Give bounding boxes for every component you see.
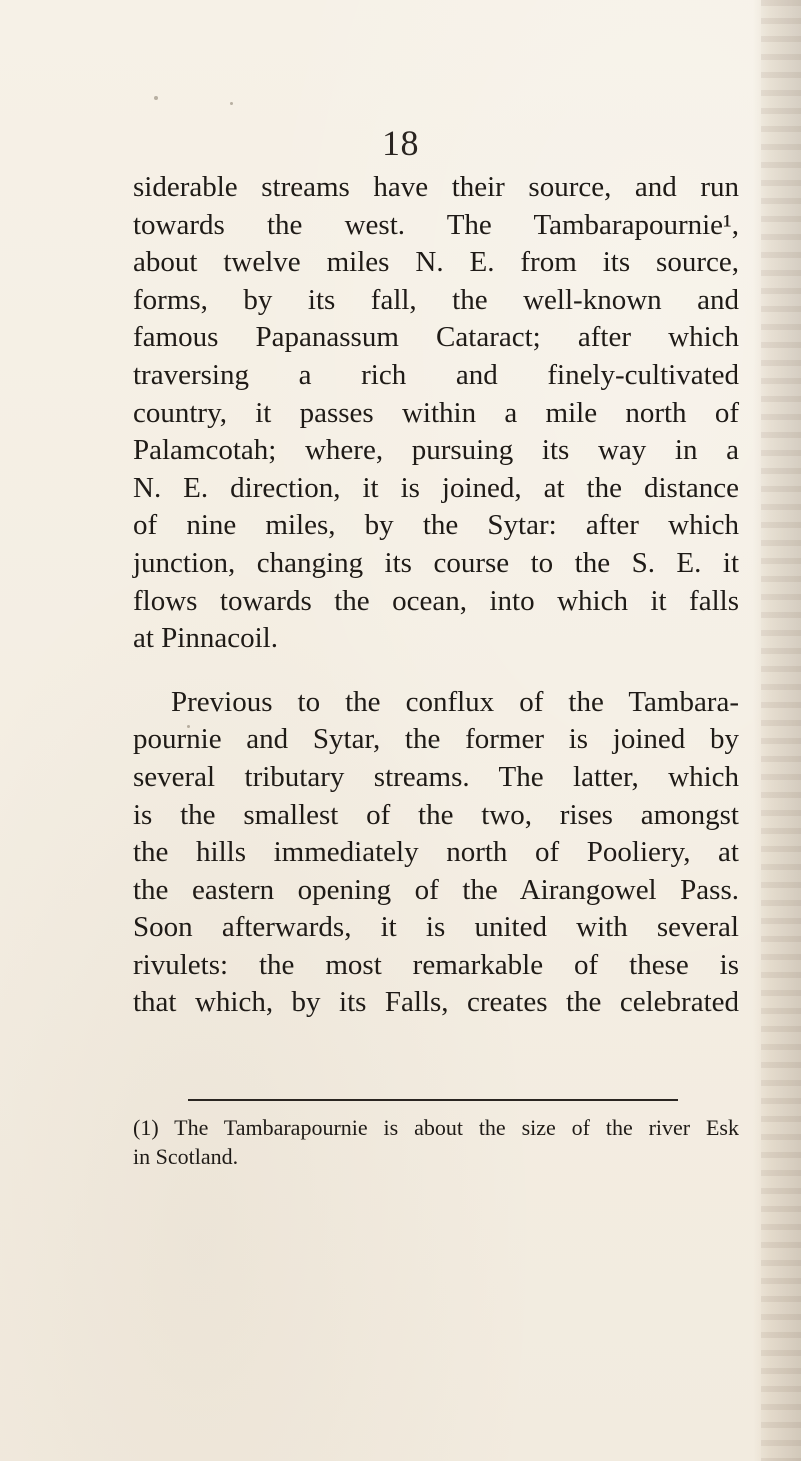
text-line: towards the west. The Tambarapournie¹, bbox=[133, 208, 739, 241]
text-line: famous Papanassum Cataract; after which bbox=[133, 321, 739, 354]
text-line: traversing a rich and finely-cultivated bbox=[133, 358, 739, 391]
text-line: forms, by its fall, the well-known and bbox=[133, 283, 739, 316]
main-text bbox=[133, 169, 739, 1022]
text-line: country, it passes within a mile north of bbox=[133, 396, 739, 429]
paragraph-gap bbox=[133, 658, 739, 684]
text-line: Soon afterwards, it is united with several bbox=[133, 911, 739, 944]
text-line: pournie and Sytar, the former is joined by bbox=[133, 723, 739, 756]
page-number: 18 bbox=[382, 123, 419, 163]
text-line: Previous to the conflux of the Tambara- bbox=[171, 685, 739, 718]
text-line: is the smallest of the two, rises amongst bbox=[133, 798, 739, 831]
page-edge-stain bbox=[761, 0, 801, 1461]
paragraph-1 bbox=[133, 169, 739, 658]
footnote-line: in Scotland. bbox=[133, 1144, 239, 1169]
text-line: several tributary streams. The latter, which bbox=[133, 760, 739, 793]
paragraph-2 bbox=[133, 684, 739, 1022]
text-line: that which, by its Falls, creates the celebrated bbox=[133, 986, 739, 1019]
text-line: rivulets: the most remarkable of these is bbox=[133, 948, 739, 981]
text-line: the hills immediately north of Pooliery, at bbox=[133, 836, 739, 869]
text-line: of nine miles, by the Sytar: after which bbox=[133, 509, 739, 542]
text-line: junction, changing its course to the S. E. it bbox=[133, 546, 739, 579]
text-line: siderable streams have their source, and run bbox=[133, 171, 739, 203]
text-line: Palamcotah; where, pursuing its way in a bbox=[133, 434, 739, 467]
paper-speck bbox=[154, 96, 158, 100]
text-line: N. E. direction, it is joined, at the distance bbox=[133, 471, 739, 504]
text-line: flows towards the ocean, into which it falls bbox=[133, 584, 739, 617]
footnote-rule bbox=[188, 1099, 678, 1101]
paper-speck bbox=[230, 102, 233, 105]
footnote-line: (1) The Tambarapournie is about the size of the river Esk bbox=[133, 1115, 739, 1140]
text-line: about twelve miles N. E. from its source, bbox=[133, 246, 739, 279]
text-line: the eastern opening of the Airangowel Pass. bbox=[133, 873, 739, 906]
text-line-last: at Pinnacoil. bbox=[133, 622, 278, 655]
footnote bbox=[133, 1113, 739, 1171]
